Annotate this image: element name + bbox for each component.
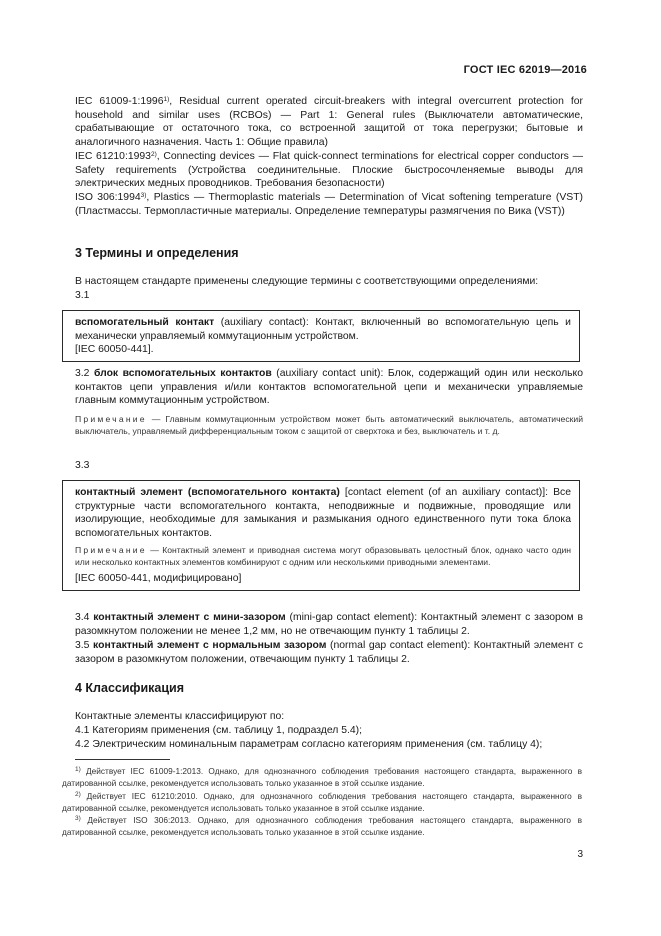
ref-text: , Plastics — Thermoplastic materials — Determination of Vicat softening temperature (VST) (Пластмассы. Термопластичные материалы. Определение температуры размягчения по Вика (VST)) <box>75 192 583 217</box>
term-number: 3.4 <box>75 612 94 623</box>
note-text: — Главным коммутационным устройством может быть автоматический выключатель, автоматический выключатель, управляемый дифференциальным током с защитой от сверхтока и без, выключатель и т. д. <box>75 414 583 436</box>
ref-lead: IEC 61210:1993 <box>75 151 151 162</box>
term-3-5-text: (normal gap contact element): Контактный элемент с зазором в разомкнутом положении, отвечающим пункту 1 таблицы 2. <box>75 640 583 665</box>
standard-header: ГОСТ IEC 62019—2016 <box>463 64 587 76</box>
footnote-3 <box>62 815 582 839</box>
footnote-1 <box>62 766 582 790</box>
term-3-1-source: [IEC 60050-441]. <box>75 344 154 356</box>
term-3-3-source: [IEC 60050-441, модифицировано] <box>75 573 242 585</box>
term-3-2-title: блок вспомогательных контактов <box>93 368 272 379</box>
term-3-3-number: 3.3 <box>75 460 90 471</box>
ref-lead: IEC 61009-1:1996 <box>75 96 164 107</box>
note-3-3 <box>75 544 571 568</box>
section-4-intro: Контактные элементы классифицируют по: <box>75 711 285 722</box>
term-3-1-title: вспомогательный контакт <box>75 317 215 328</box>
note-text: — Контактный элемент и приводная система могут образовывать целостный блок, однако часто один или несколько контактных элементов комбинируют с одним или несколькими приводными элементами. <box>75 545 571 568</box>
note-label: Примечание <box>75 545 147 556</box>
footnote-2 <box>62 791 582 815</box>
term-3-5 <box>75 639 583 666</box>
term-3-3-box <box>62 480 580 591</box>
ref-lead: ISO 306:1994 <box>75 192 141 203</box>
term-3-4-text: (mini-gap contact element): Контактный элемент с зазором в разомкнутом положении не менее 1,2 мм, но не отвечающим пункту 1 таблицы 2. <box>75 612 583 637</box>
term-3-1-box <box>62 310 580 362</box>
term-3-5-title: контактный элемент с нормальным зазором <box>93 640 327 651</box>
footnote-marker: 3) <box>75 815 81 822</box>
term-3-1-definition <box>75 316 571 343</box>
section-3-intro: В настоящем стандарте применены следующие термины с соответствующими определениями: <box>75 276 539 287</box>
term-3-2 <box>75 367 583 408</box>
footnote-text: Действует ISO 306:2013. Однако, для однозначного соблюдения требования настоящего стандарта, выраженного в датированной ссылке, рекомендуется использовать только указанное в этой ссылке издание. <box>62 815 582 837</box>
section-3-heading: 3 Термины и определения <box>75 246 239 260</box>
ref-text: , Residual current operated circuit-breakers with integral overcurrent protection for household and similar uses (RCBOs) — Part 1: General rules (Выключатели автоматические, срабатывающие от остаточного тока, со встроенной защитой от тока перегрузки; бытовые и аналогичного назначения. Часть 1: Общие правила) <box>75 96 584 148</box>
term-3-3-text: [contact element (of an auxiliary contact)]: Все структурные части вспомогательного контакта, неподвижные и подвижные, проводящие или изолирующие, необходимые для замыкания и размыкания одного единственного пути тока блока вспомогательных контактов. <box>75 487 571 539</box>
term-3-4-title: контактный элемент с мини-зазором <box>93 612 286 623</box>
term-3-4 <box>75 611 583 638</box>
page-number: 3 <box>577 849 583 860</box>
term-3-1-text: (auxiliary contact): Контакт, включенный во вспомогательную цепь и механически управляемый коммутационным устройством. <box>75 317 571 342</box>
term-3-2-text: (auxiliary contact unit): Блок, содержащий один или несколько контактов цепи управления и/или контактов вспомогательной цепи и механически управляемые главным коммутационным устройством. <box>75 368 583 407</box>
footnote-text: Действует IEC 61210:2010. Однако, для однозначного соблюдения требования настоящего стандарта, выраженного в датированной ссылке, рекомендуется использовать только указанное в этой ссылке издание. <box>62 791 582 813</box>
term-3-1-number: 3.1 <box>75 290 90 301</box>
term-3-3-title: контактный элемент (вспомогательного контакта) <box>75 487 340 498</box>
normative-reference-2 <box>75 150 583 191</box>
term-number: 3.5 <box>75 640 94 651</box>
ref-sup: 3) <box>140 192 147 199</box>
normative-reference-1 <box>75 95 583 149</box>
classification-item-4-2: 4.2 Электрическим номинальным параметрам согласно категориям применения (см. таблицу 4); <box>75 739 543 750</box>
term-3-3-definition <box>75 486 571 540</box>
ref-sup: 2) <box>150 151 157 158</box>
normative-reference-3 <box>75 191 583 218</box>
footnote-separator <box>75 759 170 760</box>
term-number: 3.2 <box>75 368 94 379</box>
footnote-marker: 2) <box>75 791 81 798</box>
footnote-marker: 1) <box>75 766 81 773</box>
section-4-heading: 4 Классификация <box>75 681 185 695</box>
note-label: Примечание <box>75 414 147 424</box>
footnote-text: Действует IEC 61009-1:2013. Однако, для однозначного соблюдения требования настоящего стандарта, выраженного в датированной ссылке, рекомендуется использовать только указанное в этой ссылке издание. <box>62 766 582 788</box>
note-3-2 <box>75 413 583 437</box>
classification-item-4-1: 4.1 Категориям применения (см. таблицу 1, подраздел 5.4); <box>75 725 363 736</box>
ref-text: , Connecting devices — Flat quick-connect terminations for electrical copper conductors — Safety requirements (Устройства соединительные. Плоские быстросочленяемые выводы для электрических медных проводников. Требования безопасности) <box>75 151 583 190</box>
ref-sup: 1) <box>163 96 170 103</box>
